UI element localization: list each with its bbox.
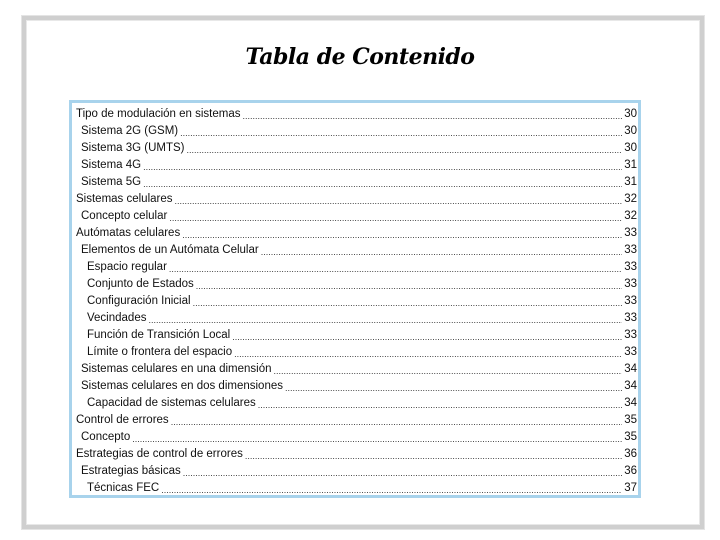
toc-entry[interactable] [76, 140, 640, 157]
toc-entry[interactable] [76, 106, 640, 123]
toc-entry[interactable] [76, 225, 640, 242]
toc-entry-text: Estrategias de control de errores [76, 448, 243, 460]
toc-entry[interactable] [76, 157, 640, 174]
toc-page-number: 34 [624, 363, 637, 375]
toc-dot-leader [161, 483, 622, 497]
toc-dot-leader [261, 245, 622, 259]
toc-entry[interactable] [76, 208, 640, 225]
toc-entry[interactable] [76, 429, 640, 446]
toc-page-number: 33 [624, 329, 637, 341]
toc-entry[interactable] [76, 344, 640, 361]
toc-entry-text: Autómatas celulares [76, 227, 181, 239]
toc-entry-text: Espacio regular [87, 261, 167, 273]
toc-page-number: 30 [624, 125, 637, 137]
toc-entry[interactable] [76, 378, 640, 395]
toc-dot-leader [132, 432, 622, 446]
toc-page-number: 31 [624, 176, 637, 188]
toc-dot-leader [169, 211, 622, 225]
toc-page-number: 33 [624, 227, 637, 239]
toc-dot-leader [274, 364, 623, 378]
toc-page-number: 33 [624, 295, 637, 307]
toc-dot-leader [245, 449, 622, 463]
toc-entry[interactable] [76, 174, 640, 191]
toc-dot-leader [285, 381, 622, 395]
toc-entry[interactable] [76, 480, 640, 497]
toc-entry[interactable] [76, 310, 640, 327]
toc-page-number: 31 [624, 159, 637, 171]
toc-entry-text: Función de Transición Local [87, 329, 231, 341]
toc-entry[interactable] [76, 123, 640, 140]
toc-dot-leader [148, 313, 622, 327]
toc-entry[interactable] [76, 463, 640, 480]
toc-entry-text: Estrategias básicas [81, 465, 181, 477]
toc-entry[interactable] [76, 293, 640, 310]
toc-dot-leader [143, 177, 622, 191]
toc-entry[interactable] [76, 259, 640, 276]
toc-dot-leader [182, 228, 622, 242]
toc-entry-text: Sistema 4G [81, 159, 142, 171]
toc-dot-leader [196, 279, 622, 293]
toc-entry-text: Concepto celular [81, 210, 168, 222]
toc-list [76, 106, 640, 497]
toc-dot-leader [193, 296, 623, 310]
toc-page-number: 30 [624, 108, 637, 120]
toc-dot-leader [175, 194, 623, 208]
toc-dot-leader [187, 143, 623, 157]
toc-entry-text: Control de errores [76, 414, 169, 426]
toc-dot-leader [243, 109, 623, 123]
toc-page-number: 33 [624, 278, 637, 290]
toc-page-number: 32 [624, 210, 637, 222]
page-title: Tabla de Contenido [245, 44, 475, 70]
toc-dot-leader [183, 466, 622, 480]
toc-entry-text: Conjunto de Estados [87, 278, 194, 290]
toc-entry[interactable] [76, 327, 640, 344]
toc-entry-text: Sistema 5G [81, 176, 142, 188]
toc-page-number: 33 [624, 244, 637, 256]
toc-entry-text: Tipo de modulación en sistemas [76, 108, 241, 120]
toc-entry[interactable] [76, 242, 640, 259]
toc-page-number: 34 [624, 380, 637, 392]
toc-entry-text: Sistema 3G (UMTS) [81, 142, 185, 154]
toc-entry-text: Sistemas celulares en dos dimensiones [81, 380, 283, 392]
toc-entry-text: Elementos de un Autómata Celular [81, 244, 259, 256]
toc-dot-leader [169, 262, 622, 276]
toc-entry-text: Sistemas celulares [76, 193, 173, 205]
toc-entry-text: Límite o frontera del espacio [87, 346, 233, 358]
toc-entry-text: Concepto [81, 431, 131, 443]
toc-page-number: 30 [624, 142, 637, 154]
toc-entry-text: Sistema 2G (GSM) [81, 125, 179, 137]
toc-dot-leader [232, 330, 622, 344]
toc-page-number: 32 [624, 193, 637, 205]
toc-dot-leader [143, 160, 622, 174]
toc-entry-text: Técnicas FEC [87, 482, 160, 494]
toc-dot-leader [258, 398, 622, 412]
toc-entry[interactable] [76, 361, 640, 378]
toc-page-number: 37 [624, 482, 637, 494]
toc-page-number: 36 [624, 448, 637, 460]
toc-entry[interactable] [76, 276, 640, 293]
toc-entry[interactable] [76, 446, 640, 463]
toc-dot-leader [180, 126, 622, 140]
toc-entry-text: Vecindades [87, 312, 147, 324]
toc-page-number: 33 [624, 312, 637, 324]
toc-page-number: 33 [624, 346, 637, 358]
toc-page-number: 34 [624, 397, 637, 409]
toc-entry[interactable] [76, 191, 640, 208]
toc-entry-text: Capacidad de sistemas celulares [87, 397, 256, 409]
toc-entry[interactable] [76, 395, 640, 412]
toc-entry[interactable] [76, 412, 640, 429]
toc-page-number: 35 [624, 414, 637, 426]
toc-page-number: 36 [624, 465, 637, 477]
toc-page-number: 35 [624, 431, 637, 443]
toc-page-number: 33 [624, 261, 637, 273]
toc-entry-text: Configuración Inicial [87, 295, 191, 307]
toc-entry-text: Sistemas celulares en una dimensión [81, 363, 272, 375]
toc-dot-leader [171, 415, 623, 429]
toc-dot-leader [234, 347, 622, 361]
